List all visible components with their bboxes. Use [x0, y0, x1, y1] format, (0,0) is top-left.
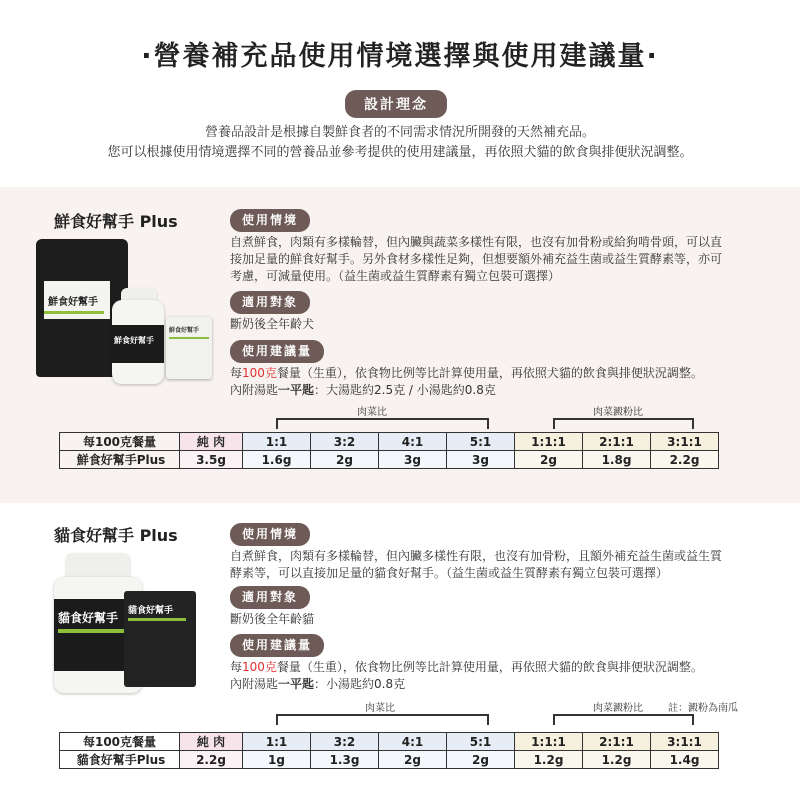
table-header-cell: 5:1: [447, 733, 515, 751]
pouch-label-text: 鮮食好幫手: [169, 327, 200, 334]
dosage-amount: 100克: [242, 366, 277, 380]
dosage-pill: 使用建議量: [230, 634, 324, 657]
dosage-suffix: 餐量（生重），依食物比例等比計算使用量，再依照犬貓的飲食與排便狀況調整。: [276, 366, 703, 380]
table-cell: 2.2g: [180, 751, 243, 769]
bag-label-text: 鮮食好幫手: [48, 297, 98, 308]
dosage-suffix: 餐量（生重），依食物比例等比計算使用量，再依照犬貓的飲食與排便狀況調整。: [276, 660, 703, 674]
table-cell: 1.2g: [515, 751, 583, 769]
scenario-pill: 使用情境: [230, 209, 310, 232]
dosage-block: [230, 340, 770, 399]
table-header-cell: 1:1: [243, 733, 311, 751]
spoon-suffix: ：小湯匙約0.8克: [314, 677, 406, 691]
intro-line: 您可以根據使用情境選擇不同的營養品並參考提供的使用建議量，再依照犬貓的飲食與排便狀況調整。: [107, 145, 693, 160]
table-cell: 貓食好幫手Plus: [60, 751, 180, 769]
scenario-line: 酵素等，可以直接加足量的貓食好幫手。（益生菌或益生質酵素有獨立包裝可選擇）: [230, 566, 669, 580]
table-cell: 2g: [447, 751, 515, 769]
target-pill: 適用對象: [230, 291, 310, 314]
scenario-line: 接加足量的鮮食好幫手。另外食材多樣性足夠，但想要額外補充益生菌或益生質酵素等，亦可: [230, 252, 723, 266]
table-cell: 2g: [515, 451, 583, 469]
scenario-block: [230, 209, 770, 285]
dosage-pill: 使用建議量: [230, 340, 324, 363]
table-header-cell: 2:1:1: [583, 433, 651, 451]
product-section-dog: [0, 187, 800, 503]
bracket-label-meat-veg: 肉菜比: [365, 703, 395, 714]
dosage-line-2: [230, 676, 770, 693]
bracket-label-meat-veg: 肉菜比: [357, 407, 387, 418]
table-cell: 3g: [379, 451, 447, 469]
product-name: 貓食好幫手 Plus: [54, 526, 178, 545]
table-header-cell: 3:2: [311, 733, 379, 751]
bracket-label-meat-veg-starch: 肉菜澱粉比: [593, 407, 643, 418]
table-cell: 3g: [447, 451, 515, 469]
bracket-meat-veg: [276, 714, 489, 725]
table-header-cell: 4:1: [379, 733, 447, 751]
dosage-line-2: [230, 382, 770, 399]
table-header-cell: 純 肉: [180, 433, 243, 451]
table-header-cell: 1:1:1: [515, 433, 583, 451]
target-text: 斷奶後全年齡犬: [230, 317, 315, 331]
scenario-line: 自煮鮮食，肉類有多樣輪替，但內臟與蔬菜多樣性有限，也沒有加骨粉或給狗啃骨頭，可以直: [230, 235, 723, 249]
green-strip: [128, 618, 186, 621]
table-cell: 2g: [311, 451, 379, 469]
table-cell: 1g: [243, 751, 311, 769]
target-block: [230, 291, 770, 333]
dosage-line-1: [230, 365, 770, 382]
pouch-label-text: 貓食好幫手: [128, 606, 174, 616]
target-pill: 適用對象: [230, 586, 310, 609]
dosage-prefix: 每: [230, 660, 243, 674]
bracket-note: 註：澱粉為南瓜: [668, 703, 738, 714]
target-block: [230, 586, 770, 628]
table-cell: 2g: [379, 751, 447, 769]
table-header-cell: 1:1: [243, 433, 311, 451]
table-header-cell: 1:1:1: [515, 733, 583, 751]
bracket-meat-veg-starch: [553, 418, 694, 429]
concept-pill: 設計理念: [345, 90, 447, 118]
table-header-cell: 3:2: [311, 433, 379, 451]
spoon-prefix: 內附湯匙: [230, 677, 279, 691]
target-text: 斷奶後全年齡貓: [230, 612, 315, 626]
green-strip: [44, 311, 104, 314]
dosage-prefix: 每: [230, 366, 243, 380]
scenario-line: 自煮鮮食，肉類有多樣輪替，但內臟多樣性有限，也沒有加骨粉，且額外補充益生菌或益生質: [230, 549, 723, 563]
spoon-suffix: ：大湯匙約2.5克 / 小湯匙約0.8克: [314, 383, 496, 397]
bracket-meat-veg: [276, 418, 489, 429]
table-header-cell: 3:1:1: [651, 433, 719, 451]
bracket-label-meat-veg-starch: 肉菜澱粉比: [593, 703, 643, 714]
table-header-cell: 2:1:1: [583, 733, 651, 751]
green-strip: [169, 337, 209, 339]
table-header-row: [60, 733, 719, 751]
table-cell: 1.6g: [243, 451, 311, 469]
bracket-meat-veg-starch: [553, 714, 694, 725]
spoon-bold: 一平匙: [278, 677, 315, 691]
dosage-table: [59, 732, 719, 769]
spoon-bold: 一平匙: [278, 383, 315, 397]
table-cell: 鮮食好幫手Plus: [60, 451, 180, 469]
table-row: [60, 751, 719, 769]
table-cell: 1.8g: [583, 451, 651, 469]
scenario-block: [230, 523, 770, 582]
scenario-pill: 使用情境: [230, 523, 310, 546]
product-name: 鮮食好幫手 Plus: [54, 212, 178, 231]
intro-text: [0, 123, 800, 163]
page-title: ·營養補充品使用情境選擇與使用建議量·: [141, 41, 659, 72]
dosage-line-1: [230, 659, 770, 676]
table-header-cell: 純 肉: [180, 733, 243, 751]
scenario-line: 考慮，可減量使用。（益生菌或益生質酵素有獨立包裝可選擇）: [230, 269, 561, 283]
table-header-row: [60, 433, 719, 451]
table-header-cell: 每100克餐量: [60, 433, 180, 451]
spoon-prefix: 內附湯匙: [230, 383, 279, 397]
dosage-amount: 100克: [242, 660, 277, 674]
jar-label-text: 貓食好幫手: [58, 611, 119, 625]
intro-line: 營養品設計是根據自製鮮食者的不同需求情況所開發的天然補充品。: [204, 125, 595, 140]
table-header-cell: 每100克餐量: [60, 733, 180, 751]
table-cell: 3.5g: [180, 451, 243, 469]
product-section-cat: [0, 503, 800, 792]
table-cell: 2.2g: [651, 451, 719, 469]
table-row: [60, 451, 719, 469]
dosage-block: [230, 634, 770, 693]
dosage-table: [59, 432, 719, 469]
jar-label-text: 鮮食好幫手: [114, 335, 154, 345]
table-header-cell: 3:1:1: [651, 733, 719, 751]
table-header-cell: 4:1: [379, 433, 447, 451]
table-header-cell: 5:1: [447, 433, 515, 451]
table-cell: 1.2g: [583, 751, 651, 769]
table-cell: 1.4g: [651, 751, 719, 769]
table-cell: 1.3g: [311, 751, 379, 769]
